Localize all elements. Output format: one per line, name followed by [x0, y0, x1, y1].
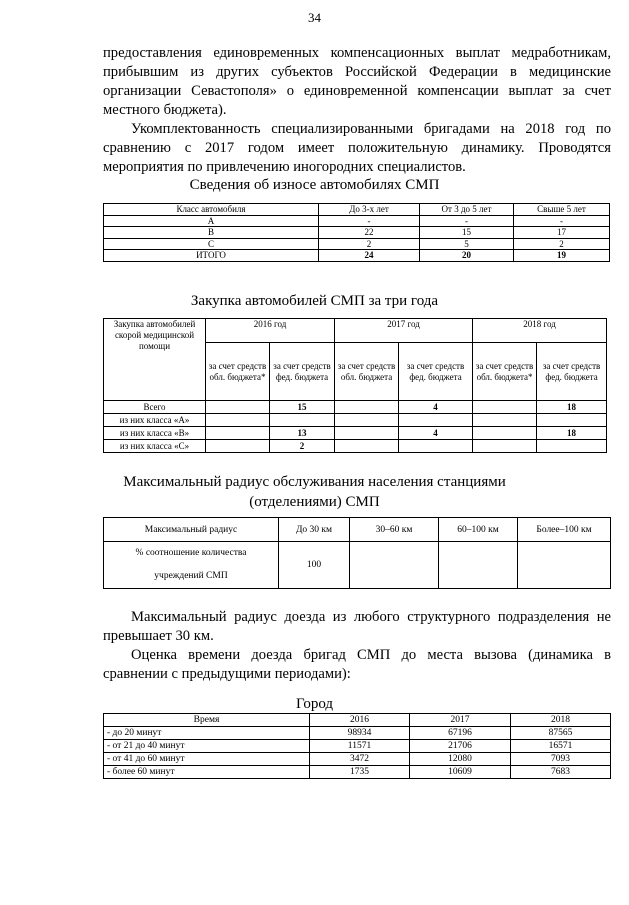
column-header: за счет средств обл. бюджета*: [206, 343, 270, 401]
purchase-table-title: Закупка автомобилей СМП за три года: [190, 293, 439, 309]
table-cell: 11571: [310, 740, 410, 753]
paragraph-compensation: предоставления единовременных компенсационных выплат медработникам, прибывшим из других субъектов Российской Федерации в медицинские организации Севастополя» о единовременной компенсации выплат за счет местного бюджета).: [103, 45, 611, 118]
paragraph-staffing: Укомплектованность специализированными бригадами на 2018 год по сравнению с 2017 годом имеет положительную динамику. Проводятся мероприятия по привлечению иногородних специалистов.: [103, 121, 611, 175]
column-header: До 3-х лет: [319, 204, 420, 216]
table-row: [104, 401, 607, 414]
radius-table: [103, 517, 611, 589]
table-row: [104, 238, 610, 250]
table-row: [104, 427, 607, 440]
table-cell: 16571: [511, 740, 611, 753]
table-cell: -: [514, 215, 610, 227]
table-cell: [335, 401, 399, 414]
table-cell: 17: [514, 227, 610, 239]
table-cell: ИТОГО: [104, 250, 319, 262]
wear-table-title: Сведения об износе автомобилях СМП: [189, 177, 440, 193]
table-cell: 98934: [310, 727, 410, 740]
column-header: за счет средств фед. бюджета: [537, 343, 607, 401]
table-row: [104, 753, 611, 766]
table-cell: 1735: [310, 766, 410, 779]
column-header: 60–100 км: [439, 518, 518, 542]
table-cell: 4: [399, 401, 473, 414]
table-cell: 22: [319, 227, 420, 239]
table-cell: 18: [537, 401, 607, 414]
table-cell: [206, 401, 270, 414]
table-cell: 2: [319, 238, 420, 250]
row-label: [104, 542, 279, 589]
radius-table-title: Максимальный радиус обслуживания населения станциями: [123, 474, 506, 490]
table-header-row: [104, 204, 610, 216]
table-cell: 18: [537, 427, 607, 440]
table-cell: [518, 542, 611, 589]
row-label: Всего: [104, 401, 206, 414]
column-header: От 3 до 5 лет: [420, 204, 514, 216]
column-header: за счет средств фед. бюджета: [270, 343, 335, 401]
table-cell: 13: [270, 427, 335, 440]
row-label-line: % соотношение количества: [135, 548, 247, 558]
wear-table: [103, 203, 610, 262]
paragraph-arrival-time: Оценка времени доезда бригад СМП до места вызова (динамика в сравнении с предыдущими периодами):: [103, 647, 611, 682]
column-header: за счет средств обл. бюджета: [335, 343, 399, 401]
table-row: [104, 766, 611, 779]
paragraph-max-radius: Максимальный радиус доезда из любого структурного подразделения не превышает 30 км.: [103, 609, 611, 644]
table-cell: [473, 440, 537, 453]
table-cell: [473, 427, 537, 440]
table-cell: [399, 414, 473, 427]
table-cell: [270, 414, 335, 427]
table-cell: [439, 542, 518, 589]
column-header: До 30 км: [279, 518, 350, 542]
table-cell: 15: [270, 401, 335, 414]
table-cell: С: [104, 238, 319, 250]
row-label-line: учреждений СМП: [154, 571, 228, 581]
table-cell: [399, 440, 473, 453]
table-cell: 21706: [410, 740, 511, 753]
radius-table-title-line2: (отделениями) СМП: [249, 494, 380, 510]
table-cell: -: [319, 215, 420, 227]
table-row: [104, 215, 610, 227]
table-cell: 2: [270, 440, 335, 453]
year-header: 2016 год: [206, 319, 335, 343]
row-label: - от 21 до 40 минут: [104, 740, 310, 753]
table-cell: 24: [319, 250, 420, 262]
column-header: 2017: [410, 714, 511, 727]
table-row: [104, 740, 611, 753]
table-cell: [473, 401, 537, 414]
table-cell: 19: [514, 250, 610, 262]
table-cell: [206, 440, 270, 453]
table-cell: -: [420, 215, 514, 227]
city-table-title: Город: [295, 696, 334, 712]
table-cell: 3472: [310, 753, 410, 766]
table-cell: [206, 427, 270, 440]
table-cell: 12080: [410, 753, 511, 766]
column-header: Класс автомобиля: [104, 204, 319, 216]
table-header-row: [104, 714, 611, 727]
column-header: 2018: [511, 714, 611, 727]
table-cell: 5: [420, 238, 514, 250]
purchase-table: [103, 318, 607, 453]
table-cell: [537, 440, 607, 453]
table-cell: 7683: [511, 766, 611, 779]
table-cell: 7093: [511, 753, 611, 766]
table-row: [104, 227, 610, 239]
year-header: 2017 год: [335, 319, 473, 343]
row-label: из них класса «С»: [104, 440, 206, 453]
table-row: [104, 542, 611, 589]
table-cell: 100: [279, 542, 350, 589]
row-label: - до 20 минут: [104, 727, 310, 740]
table-cell: [335, 440, 399, 453]
column-header: Время: [104, 714, 310, 727]
table-header-row: [104, 518, 611, 542]
table-cell: 10609: [410, 766, 511, 779]
column-header: 2016: [310, 714, 410, 727]
column-header: Свыше 5 лет: [514, 204, 610, 216]
column-header: Более–100 км: [518, 518, 611, 542]
column-header: за счет средств фед. бюджета: [399, 343, 473, 401]
table-cell: [335, 414, 399, 427]
table-cell: [206, 414, 270, 427]
table-cell: 2: [514, 238, 610, 250]
column-header: 30–60 км: [350, 518, 439, 542]
row-label: из них класса «А»: [104, 414, 206, 427]
row-label: из них класса «В»: [104, 427, 206, 440]
table-cell: 4: [399, 427, 473, 440]
table-cell: В: [104, 227, 319, 239]
table-row: [104, 440, 607, 453]
table-cell: 20: [420, 250, 514, 262]
table-cell: А: [104, 215, 319, 227]
page-number: 34: [308, 10, 321, 25]
table-cell: 67196: [410, 727, 511, 740]
table-cell: [350, 542, 439, 589]
city-table: [103, 713, 611, 779]
table-cell: 15: [420, 227, 514, 239]
row-label: - от 41 до 60 минут: [104, 753, 310, 766]
year-header: 2018 год: [473, 319, 607, 343]
column-header: Максимальный радиус: [104, 518, 279, 542]
table-total-row: [104, 250, 610, 262]
column-header: за счет средств обл. бюджета*: [473, 343, 537, 401]
table-row: [104, 414, 607, 427]
table-cell: 87565: [511, 727, 611, 740]
table-row: [104, 727, 611, 740]
table-header-row: [104, 319, 607, 343]
table-cell: [335, 427, 399, 440]
corner-header: Закупка автомобилей скорой медицинской помощи: [104, 319, 206, 401]
table-cell: [473, 414, 537, 427]
row-label: - более 60 минут: [104, 766, 310, 779]
table-cell: [537, 414, 607, 427]
